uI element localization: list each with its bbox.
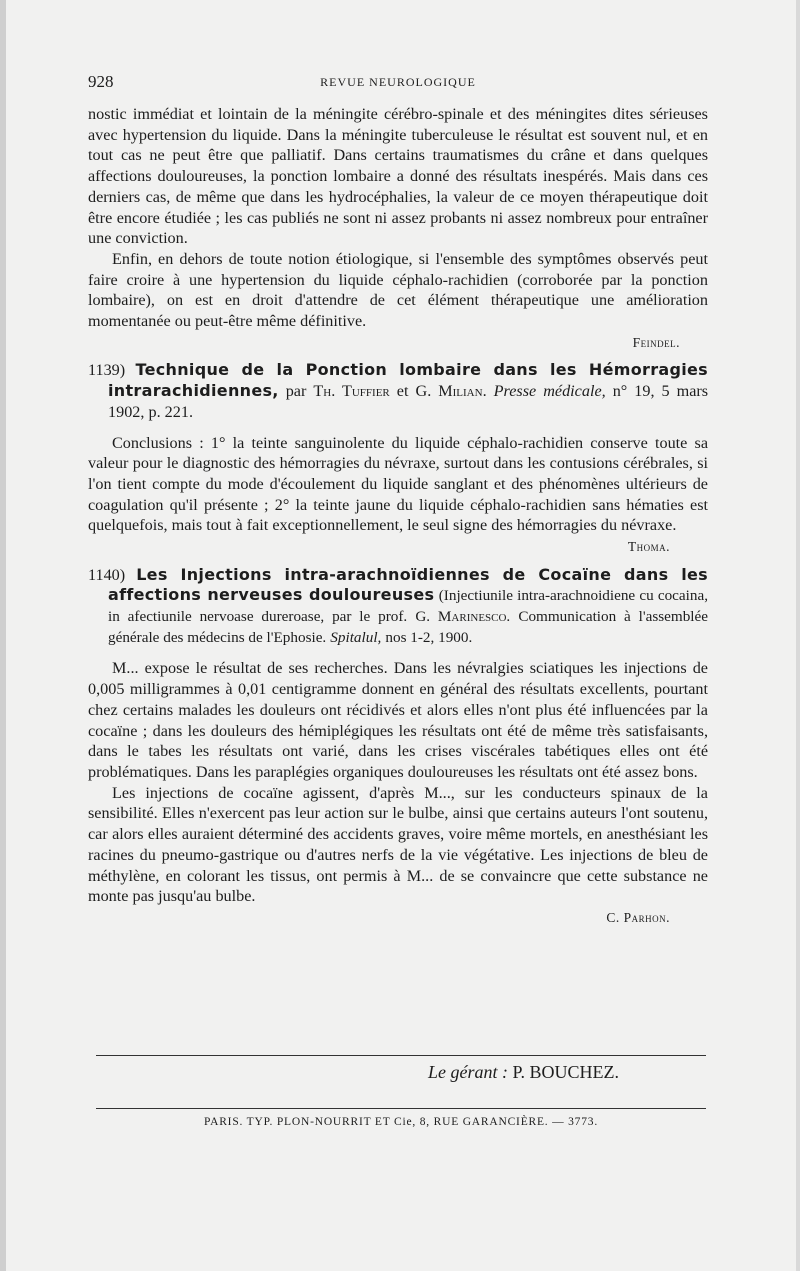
page-edge-right xyxy=(796,0,800,1271)
entry-1139-and: et xyxy=(396,382,409,401)
entry-1139-author-2: G. Milian. xyxy=(415,382,487,401)
entry-1139-spacer xyxy=(88,423,708,433)
entry-1140-title: Les Injections intra-arachnoïdiennes de Cocaïne dans les affections nerveuses douloureuses xyxy=(108,564,709,605)
footer-rule-bottom xyxy=(96,1108,706,1109)
entry-1140-number: 1140) xyxy=(88,565,126,584)
page-header xyxy=(88,72,708,94)
entry-1139-body: Conclusions : 1° la teinte sanguinolente du liquide céphalo-rachidien conserve toute sa valeur pour le diagnostic des hémorragies du névraxe, surtout dans les contusions cérébrales, si l'on tient compte du mode d'écoulement du liquide sanglant et des phénomènes ultérieurs de coagulation qu'il présente ; 2° la teinte jaune du liquide céphalo-rachidien sans hématies est quelquefois, mais tout à fait exceptionnellement, le seul signe des hémorragies du névraxe. xyxy=(88,433,708,535)
entry-1139-heading xyxy=(88,360,708,422)
entry-1140-paragraph-1: M... expose le résultat de ses recherches. Dans les névralgies sciatiques les injections de 0,005 milligrammes à 0,01 centigramme donnent en général des résultats excellents, pourtant chez certains malades les douleurs ont récidivés et alors elles n'ont plus été influencées par la cocaïne ; dans les douleurs des hémiplégiques les résultats ont été de même très satisfaisants, dans le tabes les résultats ont varié, dans les crises viscérales tabétiques elles ont été problématiques. Dans les paraplégies organiques douloureuses les résultats ont été assez bons. xyxy=(88,659,708,781)
entry-1139 xyxy=(88,360,708,557)
entry-1140-communication: Communication à l'assemblée générale des médecins de l'Ephosie. xyxy=(108,608,708,647)
entry-1139-number: 1139) xyxy=(88,361,126,380)
page-number: 928 xyxy=(88,72,114,91)
entry-1139-author-1: Th. Tuffier xyxy=(313,382,390,401)
entry-1139-citation: n° 19, 5 mars 1902, p. 221. xyxy=(108,382,709,421)
page-edge-left xyxy=(0,0,6,1271)
signature-feindel: Feindel. xyxy=(632,334,680,350)
entry-1139-journal: Presse médicale, xyxy=(493,382,606,401)
entry-1140-citation: nos 1-2, 1900. xyxy=(385,629,473,647)
entry-1140-heading xyxy=(88,565,708,649)
entry-1139-by: par xyxy=(285,382,307,401)
entry-1140-journal: Spitalul, xyxy=(330,629,382,647)
entry-1140 xyxy=(88,565,708,929)
gerant-label: Le gérant : xyxy=(428,1062,508,1082)
page-body xyxy=(88,104,708,929)
footer-rule-top xyxy=(96,1055,706,1056)
signature-thoma: Thoma. xyxy=(627,539,670,555)
entry-1139-title: Technique de la Ponction lombaire dans les Hémorragies intrarachidiennes, xyxy=(108,360,708,401)
entry-1140-paragraph-2: Les injections de cocaïne agissent, d'après M..., sur les conducteurs spinaux de la sensibilité. Elles n'exercent pas leur action sur le bulbe, ainsi que certains auteurs l'ont soutenu, car alors elles auraient déterminé des accidents graves, voire même mortels, en anesthésiant les racines du pneumo-gastrique ou d'autres nerfs de la vie végétative. Les injections de bleu de méthylène, en colorant les tissus, ont permis à M... de se convaincre que cette substance ne monte pas jusqu'au bulbe. xyxy=(88,783,708,906)
printer-imprint: PARIS. TYP. PLON-NOURRIT ET Cie, 8, RUE GARANCIÈRE. — 3773. xyxy=(203,1116,599,1128)
entry-1140-spacer xyxy=(88,648,708,658)
entry-1140-romanian-title: (Injectiunile intra-arachnoidiene cu cocaina, in afectiunile nervoase dureroase, par le prof. xyxy=(108,587,709,626)
continuation-paragraph-1: nostic immédiat et lointain de la méningite cérébro-spinale et des méningites dites sérieuses avec hypertension du liquide. Dans la méningite tuberculeuse le résultat est souvent nul, et en tout cas ne peut être que palliatif. Dans certains traumatismes du crâne et dans quelques affections douloureuses, la ponction lombaire a donné des résultats inespérés. Mais dans ces derniers cas, de même que dans les hydrocéphalies, la valeur de ce moyen thérapeutique doit être encore étudiée ; les cas publiés ne sont ni assez probants ni assez nombreux pour entraîner une conviction. xyxy=(88,105,708,248)
running-title: REVUE NEUROLOGIQUE xyxy=(320,75,476,89)
signature-parhon: C. Parhon. xyxy=(606,909,670,925)
entry-1140-author: G. Marinesco. xyxy=(415,608,511,626)
gerant-line xyxy=(428,1062,619,1083)
gerant-name: P. BOUCHEZ. xyxy=(512,1062,620,1082)
continuation-paragraph-2: Enfin, en dehors de toute notion étiologique, si l'ensemble des symptômes observés peut faire croire à une hypertension du liquide céphalo-rachidien (corroborée par la ponction lombaire), on est en droit d'attendre de cet élément thérapeutique une amélioration momentanée ou peut-être même définitive. xyxy=(88,249,708,331)
